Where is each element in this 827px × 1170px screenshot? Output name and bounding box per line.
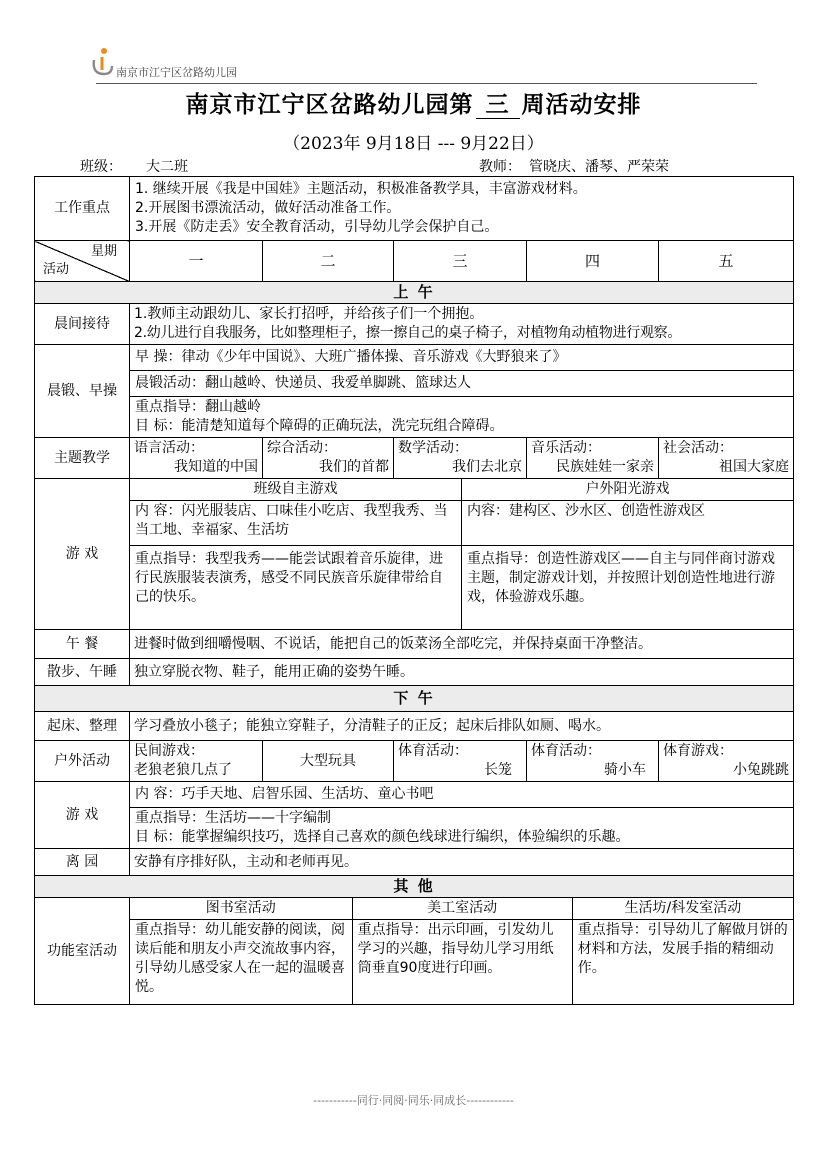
theme-name: 我知道的中国 xyxy=(174,459,258,475)
class-value: 大二班 xyxy=(140,156,212,177)
theme-label: 主题教学 xyxy=(35,438,130,479)
wakeup-content: 学习叠放小毯子；能独立穿鞋子，分清鞋子的正反；起床后排队如厕、喝水。 xyxy=(130,712,794,741)
outdoor-type: 体育活动： xyxy=(398,743,468,759)
outdoor-label: 户外活动 xyxy=(35,741,130,782)
afternoon-games-content xyxy=(130,782,794,849)
afternoon-games-label: 游 戏 xyxy=(35,782,130,849)
day-wednesday: 三 xyxy=(394,241,527,282)
class-info xyxy=(80,156,212,177)
theme-type: 语言活动： xyxy=(134,440,204,456)
logo-text: 南京市江宁区岔路幼儿园 xyxy=(116,66,237,79)
afternoon-section-title: 下 午 xyxy=(35,686,794,712)
library-room-title: 图书室活动 xyxy=(130,898,352,920)
afternoon-games-line: 内 容：巧手天地、启智乐园、生活坊、童心书吧 xyxy=(130,782,793,808)
morning-workout-line: 晨锻活动：翻山越岭、快递员、我爱单脚跳、篮球达人 xyxy=(130,371,793,397)
week-number: 三 xyxy=(476,92,520,119)
outdoor-cell-thursday xyxy=(527,741,659,782)
exercise-subtable xyxy=(130,345,793,437)
theme-cell-friday xyxy=(659,438,794,479)
outdoor-cell-monday xyxy=(130,741,263,782)
lunch-content: 进餐时做到细嚼慢咽、不说话，能把自己的饭菜汤全部吃完，并保持桌面干净整洁。 xyxy=(130,630,794,659)
outdoor-cell-tuesday xyxy=(263,741,394,782)
focus-line: 3.开展《防走丢》安全教育活动，引导幼儿学会保护自己。 xyxy=(135,219,499,235)
focus-row xyxy=(35,177,794,241)
reception-line: 1.教师主动跟幼儿、家长打招呼，并给孩子们一个拥抱。 xyxy=(134,306,484,322)
teacher-value: 管晓庆、潘琴、严荣荣 xyxy=(521,156,745,177)
outdoor-name: 长笼 xyxy=(484,762,512,778)
outdoor-game-content: 内容：建构区、沙水区、创造性游戏区 xyxy=(462,501,794,546)
header-divider xyxy=(96,83,757,84)
leave-label: 离 园 xyxy=(35,849,130,876)
life-room-text: 重点指导：引导幼儿了解做月饼的材料和方法，发展手指的精细动作。 xyxy=(577,922,788,976)
focus-line: 1. 继续开展《我是中国娃》主题活动，积极准备教学具，丰富游戏材料。 xyxy=(135,181,587,197)
theme-name: 我们的首都 xyxy=(319,459,389,475)
focus-content xyxy=(130,177,794,241)
theme-cell-tuesday xyxy=(263,438,394,479)
function-room-content xyxy=(130,898,794,1005)
class-game-content: 内 容：闪光服装店、口味佳小吃店、我型我秀、当当工地、幸福家、生活坊 xyxy=(130,501,462,546)
exercise-label: 晨锻、早操 xyxy=(35,345,130,438)
page-footer: -----------同行·同阅·同乐·同成长------------ xyxy=(313,1094,514,1107)
theme-name: 民族娃娃一家亲 xyxy=(556,459,654,475)
exercise-goal-line: 目 标：能清楚知道每个障碍的正确玩法，洗完玩组合障碍。 xyxy=(135,418,504,434)
weekday-axis-label: 星期 xyxy=(90,244,117,259)
outdoor-cell-wednesday xyxy=(394,741,527,782)
wakeup-row xyxy=(35,712,794,741)
lunch-label: 午 餐 xyxy=(35,630,130,659)
reception-line: 2.幼儿进行自我服务，比如整理柜子，擦一擦自己的桌子椅子，对植物角动植物进行观察。 xyxy=(134,325,682,341)
class-game-guide: 重点指导：我型我秀——能尝试跟着音乐旋律，进行民族服装表演秀，感受不同民族音乐旋律带给自己的快乐。 xyxy=(130,546,462,630)
reception-label: 晨间接待 xyxy=(35,304,130,345)
theme-row xyxy=(35,438,794,479)
theme-type: 数学活动： xyxy=(398,440,468,456)
day-thursday: 四 xyxy=(527,241,659,282)
outdoor-game-title: 户外阳光游戏 xyxy=(462,479,794,501)
outdoor-row xyxy=(35,741,794,782)
diagonal-header-cell xyxy=(35,241,130,282)
page-title xyxy=(0,86,827,119)
page-header xyxy=(90,44,757,84)
afternoon-section-row xyxy=(35,686,794,712)
title-suffix: 周活动安排 xyxy=(521,91,642,118)
leave-content: 安静有序排好队，主动和老师再见。 xyxy=(130,849,794,876)
week-header-row xyxy=(35,241,794,282)
theme-cell-monday xyxy=(130,438,263,479)
schedule-table xyxy=(34,176,794,1005)
kindergarten-logo-icon xyxy=(90,46,116,78)
exercise-guide xyxy=(130,397,793,438)
function-room-row xyxy=(35,898,794,1005)
nap-label: 散步、午睡 xyxy=(35,659,130,686)
morning-games-subtable xyxy=(130,479,793,629)
nap-content: 独立穿脱衣物、鞋子，能用正确的姿势午睡。 xyxy=(130,659,794,686)
theme-cell-wednesday xyxy=(394,438,527,479)
reception-content xyxy=(130,304,794,345)
title-prefix: 南京市江宁区岔路幼儿园第 xyxy=(185,91,474,118)
theme-name: 我们去北京 xyxy=(452,459,522,475)
leave-row xyxy=(35,849,794,876)
day-monday: 一 xyxy=(130,241,263,282)
outdoor-type: 体育游戏： xyxy=(663,743,733,759)
other-section-title: 其 他 xyxy=(35,876,794,898)
afternoon-games-subtable xyxy=(130,782,793,848)
art-room-text: 重点指导：出示印画，引发幼儿学习的兴趣，指导幼儿学习用纸筒垂直90度进行印画。 xyxy=(352,920,572,1005)
other-section-row xyxy=(35,876,794,898)
outdoor-game-guide: 重点指导：创造性游戏区——自主与同伴商讨游戏主题，制定游戏计划，并按照计划创造性地进行游戏，体验游戏乐趣。 xyxy=(467,551,775,605)
morning-exercise-line: 早 操：律动《少年中国说》、大班广播体操、音乐游戏《大野狼来了》 xyxy=(130,345,793,371)
morning-section-title: 上 午 xyxy=(35,282,794,304)
outdoor-name: 老狼老狼几点了 xyxy=(134,762,232,778)
exercise-row xyxy=(35,345,794,438)
teacher-info xyxy=(479,156,745,177)
art-room-title: 美工室活动 xyxy=(352,898,572,920)
outdoor-type: 体育活动： xyxy=(531,743,601,759)
wakeup-label: 起床、整理 xyxy=(35,712,130,741)
afternoon-goal-line: 目 标：能掌握编织技巧，选择自己喜欢的颜色线球进行编织，体验编织的乐趣。 xyxy=(135,829,630,845)
morning-section-row xyxy=(35,282,794,304)
theme-type: 社会活动： xyxy=(663,440,733,456)
outdoor-name: 大型玩具 xyxy=(300,752,356,769)
activity-axis-label: 活动 xyxy=(43,262,70,277)
theme-name: 祖国大家庭 xyxy=(719,459,789,475)
lunch-row xyxy=(35,630,794,659)
afternoon-guide-line: 重点指导：生活坊——十字编制 xyxy=(135,810,331,826)
outdoor-cell-friday xyxy=(659,741,794,782)
theme-type: 音乐活动： xyxy=(531,440,601,456)
class-game-title: 班级自主游戏 xyxy=(130,479,462,501)
reception-row xyxy=(35,304,794,345)
afternoon-games-guide xyxy=(130,808,793,849)
teacher-label: 教师： xyxy=(479,159,521,175)
exercise-content xyxy=(130,345,794,438)
library-room-text: 重点指导：幼儿能安静的阅读，阅读后能和朋友小声交流故事内容，引导幼儿感受家人在一起的温暖喜悦。 xyxy=(130,920,352,1005)
morning-games-content xyxy=(130,479,794,630)
outdoor-name: 小兔跳跳 xyxy=(733,762,789,778)
morning-games-label: 游 戏 xyxy=(35,479,130,630)
function-room-label: 功能室活动 xyxy=(35,898,130,1005)
theme-cell-thursday xyxy=(527,438,659,479)
nap-row xyxy=(35,659,794,686)
focus-label: 工作重点 xyxy=(35,177,130,241)
function-room-subtable xyxy=(130,898,793,1004)
life-room-title: 生活坊/科发室活动 xyxy=(572,898,793,920)
outdoor-name: 骑小车 xyxy=(604,762,646,778)
theme-type: 综合活动： xyxy=(267,440,337,456)
outdoor-type: 民间游戏： xyxy=(134,743,204,759)
class-label: 班级： xyxy=(80,159,122,175)
date-range: （2023年 9月18日 --- 9月22日） xyxy=(283,134,544,154)
afternoon-games-row xyxy=(35,782,794,849)
focus-line: 2.开展图书漂流活动，做好活动准备工作。 xyxy=(135,200,401,216)
day-tuesday: 二 xyxy=(263,241,394,282)
day-friday: 五 xyxy=(659,241,794,282)
morning-games-row xyxy=(35,479,794,630)
exercise-guide-line: 重点指导：翻山越岭 xyxy=(135,399,261,415)
